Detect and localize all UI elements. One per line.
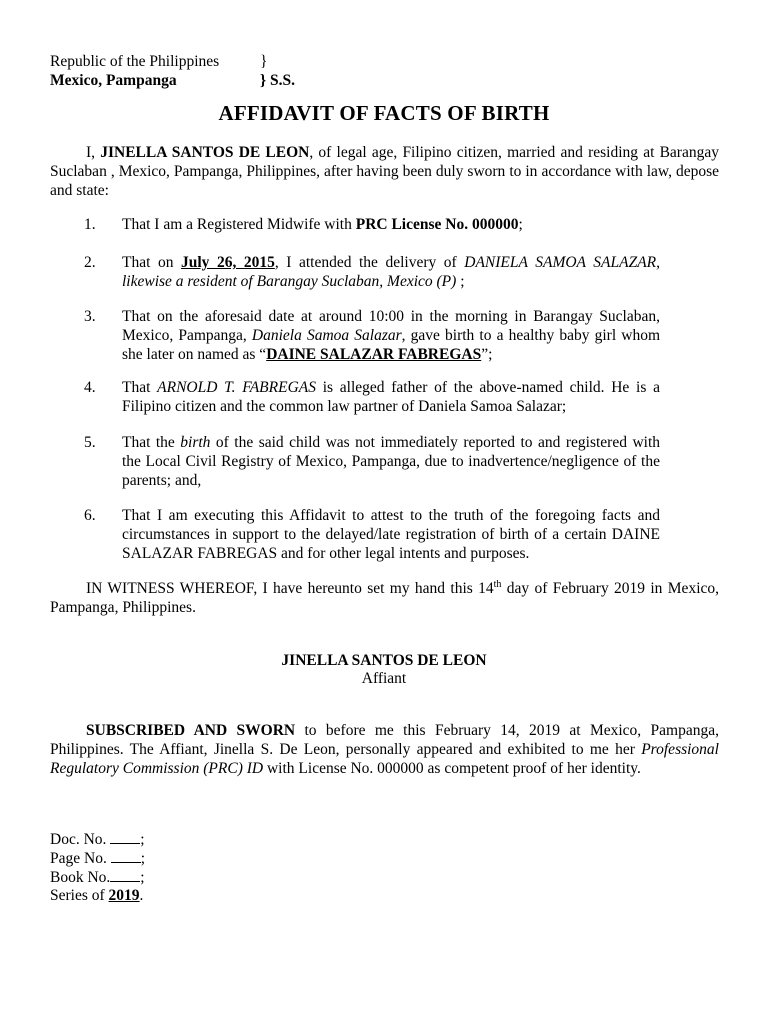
jurat-paragraph xyxy=(50,721,719,778)
mother-name: Daniela Samoa Salazar xyxy=(251,327,402,344)
list-item xyxy=(84,253,660,291)
delivery-date: July 26, 2015 xyxy=(180,254,275,271)
book-number-row xyxy=(50,868,145,887)
item-text-part: ”; xyxy=(481,346,493,363)
list-item xyxy=(84,307,660,364)
item-text xyxy=(122,378,660,416)
item-text-part: That I am a Registered Midwife with xyxy=(122,216,356,233)
item-text-part: That the xyxy=(122,434,181,451)
doc-number-row xyxy=(50,830,145,849)
prc-license: PRC License No. 000000 xyxy=(355,216,519,233)
page-number-label: Page No. xyxy=(50,850,111,867)
item-text-part: , gave birth to a healthy baby girl whom she later on named as “ xyxy=(122,327,660,363)
father-name: ARNOLD T. FABREGAS xyxy=(157,379,316,396)
item-number: 5. xyxy=(84,434,96,451)
venue-ss: } S.S. xyxy=(260,72,295,89)
list-item xyxy=(84,215,660,234)
child-name: DAINE SALAZAR FABREGAS xyxy=(266,346,482,363)
item-text-part: , I attended the delivery of xyxy=(274,254,465,271)
item-number: 6. xyxy=(84,507,96,524)
item-text-part: birth xyxy=(180,434,211,451)
witness-text: IN WITNESS WHEREOF, I have hereunto set my hand this 14 xyxy=(86,580,494,597)
jurat-lead: SUBSCRIBED AND SWORN xyxy=(86,722,296,739)
prc-id: Professional Regulatory Commission (PRC) ID xyxy=(50,741,719,777)
intro-pre: I, xyxy=(86,144,101,161)
venue-municipality: Mexico, Pampanga xyxy=(50,72,177,89)
item-number: 2. xyxy=(84,254,96,271)
list-item xyxy=(84,378,660,416)
intro-paragraph xyxy=(50,143,719,200)
mother-name: DANIELA SAMOA SALAZAR, likewise a resident of Barangay Suclaban, Mexico (P) xyxy=(122,254,661,290)
witness-day-suffix: th xyxy=(493,578,502,590)
venue-republic-row xyxy=(50,52,350,71)
item-text-part: That xyxy=(122,379,158,396)
jurat-text: with License No. 000000 as competent proof of her identity. xyxy=(263,760,641,777)
venue-municipality-row xyxy=(50,71,350,90)
series-label: Series of xyxy=(50,887,109,904)
item-text-part: ; xyxy=(518,216,523,233)
series-year: 2019 xyxy=(108,887,140,904)
item-text-part: That on xyxy=(122,254,181,271)
list-item xyxy=(84,506,660,563)
item-number: 3. xyxy=(84,308,96,325)
punctuation: . xyxy=(139,887,144,904)
signatory-name: JINELLA SANTOS DE LEON xyxy=(281,652,487,669)
item-text-part: of the said child was not immediately reported to and registered with the Local Civil Registry of Mexico, Pampanga, due to inadvertence/negligence of the parents; and, xyxy=(122,434,660,489)
witness-text: day of February 2019 in Mexico, Pampanga, Philippines. xyxy=(50,580,720,616)
doc-number-label: Doc. No. xyxy=(50,831,111,848)
list-item xyxy=(84,433,660,490)
signature-block xyxy=(0,652,768,688)
venue-republic: Republic of the Philippines xyxy=(50,53,220,70)
doc-number-blank xyxy=(110,830,140,844)
item-text xyxy=(122,253,660,291)
page-number-row xyxy=(50,849,145,868)
item-text xyxy=(122,215,660,234)
witness-paragraph xyxy=(50,579,719,617)
signatory-role: Affiant xyxy=(361,670,407,687)
item-text: That I am executing this Affidavit to attest to the truth of the foregoing facts and circumstances in support to the delayed/late registration of birth of a certain DAINE SALAZAR FABREGAS and for other legal intents and purposes. xyxy=(122,507,660,562)
jurat-text: to before me this February 14, 2019 at Mexico, Pampanga, Philippines. The Affiant, Jinella S. De Leon, personally appeared and exhibited to me her xyxy=(50,722,719,758)
venue-block xyxy=(50,52,350,90)
book-number-label: Book No. xyxy=(50,869,111,886)
notarial-registry xyxy=(50,830,145,905)
affiant-name: JINELLA SANTOS DE LEON xyxy=(100,144,310,161)
item-number: 1. xyxy=(84,216,96,233)
punctuation: ; xyxy=(140,850,146,867)
punctuation: ; xyxy=(140,869,145,886)
venue-brace: } xyxy=(260,53,268,70)
book-number-blank xyxy=(110,868,140,882)
page-number-blank xyxy=(111,849,141,863)
item-number: 4. xyxy=(84,379,96,396)
series-row xyxy=(50,887,145,905)
punctuation: ; xyxy=(140,831,145,848)
item-text xyxy=(122,433,660,490)
intro-post: , of legal age, Filipino citizen, married and residing at Barangay Suclaban , Mexico, Pampanga, Philippines, after having been duly sworn to in accordance with law, depose and state: xyxy=(50,144,719,199)
item-text-part: ; xyxy=(456,273,465,290)
item-text-part: That on the aforesaid date at around 10:00 in the morning in Barangay Suclaban, Mexico, Pampanga, xyxy=(122,308,660,344)
item-text-part: is alleged father of the above-named child. He is a Filipino citizen and the common law partner of Daniela Samoa Salazar; xyxy=(122,379,660,415)
item-text xyxy=(122,307,660,364)
document-title: AFFIDAVIT OF FACTS OF BIRTH xyxy=(218,101,550,125)
